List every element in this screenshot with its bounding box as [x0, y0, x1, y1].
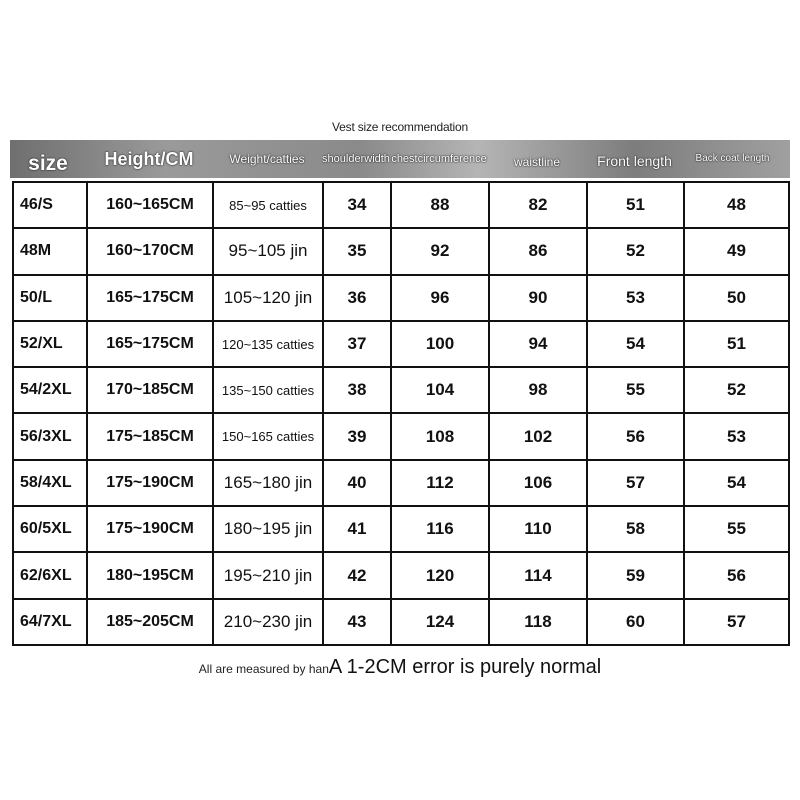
header-back-length: Back coat length: [695, 153, 770, 164]
cell-chest: 112: [391, 460, 489, 506]
header-chest-line1: chest: [391, 152, 418, 165]
cell-shoulder-width: 35: [323, 228, 391, 274]
cell-size: 56/3XL: [13, 413, 87, 459]
cell-back-length: 56: [684, 552, 789, 598]
cell-height: 170~185CM: [87, 367, 213, 413]
header-shoulder-line1: shoulder: [322, 153, 365, 165]
cell-waistline: 90: [489, 275, 587, 321]
header-shoulder-line2: width: [364, 153, 390, 165]
table-row: [13, 275, 789, 321]
cell-waistline: 110: [489, 506, 587, 552]
cell-shoulder-width: 36: [323, 275, 391, 321]
cell-size: 62/6XL: [13, 552, 87, 598]
cell-front-length: 59: [587, 552, 684, 598]
cell-back-length: 51: [684, 321, 789, 367]
table-row: [13, 599, 789, 645]
cell-shoulder-width: 40: [323, 460, 391, 506]
cell-weight: 95~105 jin: [213, 228, 323, 274]
cell-shoulder-width: 34: [323, 182, 391, 228]
cell-chest: 96: [391, 275, 489, 321]
header-shoulder-width: [322, 140, 390, 178]
header-chest: [390, 140, 488, 178]
header-size: size: [28, 151, 68, 175]
cell-height: 160~165CM: [87, 182, 213, 228]
table-row: [13, 182, 789, 228]
cell-weight: 120~135 catties: [213, 321, 323, 367]
cell-chest: 100: [391, 321, 489, 367]
table-row: [13, 460, 789, 506]
cell-weight: 135~150 catties: [213, 367, 323, 413]
cell-size: 64/7XL: [13, 599, 87, 645]
cell-weight: 105~120 jin: [213, 275, 323, 321]
cell-height: 160~170CM: [87, 228, 213, 274]
cell-front-length: 55: [587, 367, 684, 413]
footer-note: [0, 656, 800, 679]
cell-waistline: 114: [489, 552, 587, 598]
table-row: [13, 367, 789, 413]
cell-back-length: 52: [684, 367, 789, 413]
cell-back-length: 55: [684, 506, 789, 552]
cell-chest: 88: [391, 182, 489, 228]
cell-size: 46/S: [13, 182, 87, 228]
size-table: [12, 181, 790, 646]
cell-shoulder-width: 39: [323, 413, 391, 459]
cell-waistline: 94: [489, 321, 587, 367]
cell-back-length: 57: [684, 599, 789, 645]
header-height: Height/CM: [104, 149, 194, 169]
cell-weight: 165~180 jin: [213, 460, 323, 506]
cell-waistline: 82: [489, 182, 587, 228]
cell-back-length: 53: [684, 413, 789, 459]
cell-waistline: 86: [489, 228, 587, 274]
cell-front-length: 56: [587, 413, 684, 459]
cell-back-length: 48: [684, 182, 789, 228]
cell-waistline: 106: [489, 460, 587, 506]
cell-chest: 116: [391, 506, 489, 552]
cell-height: 165~175CM: [87, 321, 213, 367]
cell-front-length: 58: [587, 506, 684, 552]
cell-height: 165~175CM: [87, 275, 213, 321]
cell-front-length: 51: [587, 182, 684, 228]
cell-front-length: 52: [587, 228, 684, 274]
cell-back-length: 49: [684, 228, 789, 274]
header-waistline: waistline: [513, 155, 561, 169]
cell-shoulder-width: 38: [323, 367, 391, 413]
table-row: [13, 552, 789, 598]
cell-chest: 108: [391, 413, 489, 459]
cell-back-length: 50: [684, 275, 789, 321]
cell-back-length: 54: [684, 460, 789, 506]
cell-shoulder-width: 37: [323, 321, 391, 367]
cell-size: 48M: [13, 228, 87, 274]
header-front-length: Front length: [597, 153, 672, 169]
cell-height: 180~195CM: [87, 552, 213, 598]
cell-size: 50/L: [13, 275, 87, 321]
cell-front-length: 60: [587, 599, 684, 645]
table-row: [13, 413, 789, 459]
cell-chest: 104: [391, 367, 489, 413]
cell-height: 175~190CM: [87, 506, 213, 552]
table-header: [10, 140, 790, 178]
cell-weight: 195~210 jin: [213, 552, 323, 598]
table-row: [13, 321, 789, 367]
footer-note-part1: All are measured by han: [198, 662, 329, 676]
cell-shoulder-width: 42: [323, 552, 391, 598]
cell-size: 58/4XL: [13, 460, 87, 506]
cell-shoulder-width: 43: [323, 599, 391, 645]
cell-chest: 120: [391, 552, 489, 598]
header-chest-line2: circumference: [417, 152, 487, 165]
cell-size: 60/5XL: [13, 506, 87, 552]
cell-front-length: 53: [587, 275, 684, 321]
table-row: [13, 228, 789, 274]
cell-chest: 124: [391, 599, 489, 645]
cell-waistline: 98: [489, 367, 587, 413]
cell-chest: 92: [391, 228, 489, 274]
cell-height: 185~205CM: [87, 599, 213, 645]
cell-waistline: 118: [489, 599, 587, 645]
cell-weight: 180~195 jin: [213, 506, 323, 552]
cell-waistline: 102: [489, 413, 587, 459]
cell-weight: 210~230 jin: [213, 599, 323, 645]
cell-size: 54/2XL: [13, 367, 87, 413]
cell-shoulder-width: 41: [323, 506, 391, 552]
footer-note-part2: A 1-2CM error is purely normal: [328, 656, 602, 678]
chart-title: Vest size recommendation: [332, 120, 468, 134]
cell-height: 175~185CM: [87, 413, 213, 459]
table-row: [13, 506, 789, 552]
cell-size: 52/XL: [13, 321, 87, 367]
cell-weight: 150~165 catties: [213, 413, 323, 459]
header-weight: Weight/catties: [229, 152, 305, 166]
cell-front-length: 57: [587, 460, 684, 506]
cell-front-length: 54: [587, 321, 684, 367]
cell-height: 175~190CM: [87, 460, 213, 506]
table-body: [13, 182, 789, 645]
cell-weight: 85~95 catties: [213, 182, 323, 228]
